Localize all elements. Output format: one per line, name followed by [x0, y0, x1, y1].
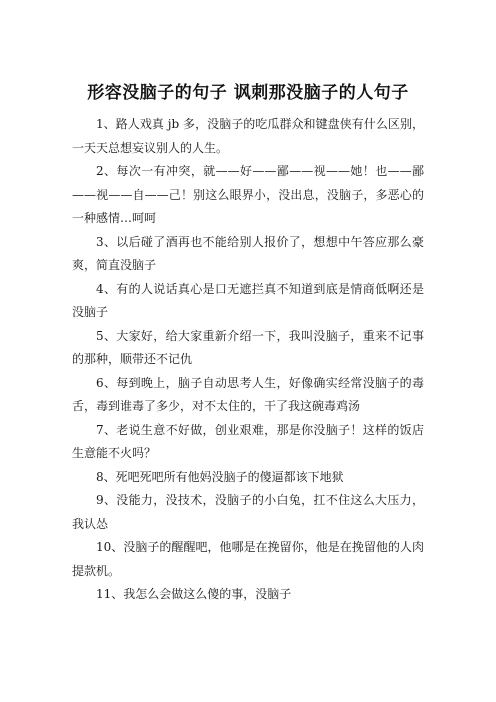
- paragraph-5: 5、大家好，给大家重新介绍一下，我叫没脑子，重来不记事的那种，顺带还不记仇: [72, 328, 424, 366]
- paragraph-2: 2、每次一有冲突，就——好——鄙——视——她！也——鄙——视——自——己！别这么眼界小，没出息，没脑子，多恶心的一种感情…呵呵: [72, 164, 424, 225]
- paragraph-11: 11、我怎么会做这么傻的事，没脑子: [96, 587, 292, 601]
- paragraph-6: 6、每到晚上，脑子自动思考人生，好像确实经常没脑子的毒舌，毒到谁毒了多少，对不太住的，干了我这碗毒鸡汤: [72, 375, 424, 413]
- paragraph-7: 7、老说生意不好做，创业艰难，那是你没脑子！这样的饭店生意能不火吗？: [72, 422, 424, 460]
- document-body: [72, 113, 424, 607]
- document-title: 形容没脑子的句子 讽刺那没脑子的人句子: [87, 83, 409, 103]
- paragraph-1: 1、路人戏真 jb 多，没脑子的吃瓜群众和键盘侠有什么区别，一天天总想妄议别人的人生。: [72, 117, 424, 155]
- paragraph-8: 8、死吧死吧所有他妈没脑子的傻逼都该下地狱: [96, 469, 344, 484]
- paragraph-4: 4、有的人说话真心是口无遮拦真不知道到底是情商低啊还是没脑子: [72, 281, 424, 319]
- paragraph-9: 9、没能力，没技术，没脑子的小白兔，扛不住这么大压力，我认怂: [72, 493, 424, 531]
- paragraph-10: 10、没脑子的醒醒吧，他哪是在挽留你，他是在挽留他的人肉提款机。: [72, 540, 424, 578]
- paragraph-3: 3、以后碰了酒再也不能给别人报价了，想想中午答应那么豪爽，简直没脑子: [72, 234, 424, 272]
